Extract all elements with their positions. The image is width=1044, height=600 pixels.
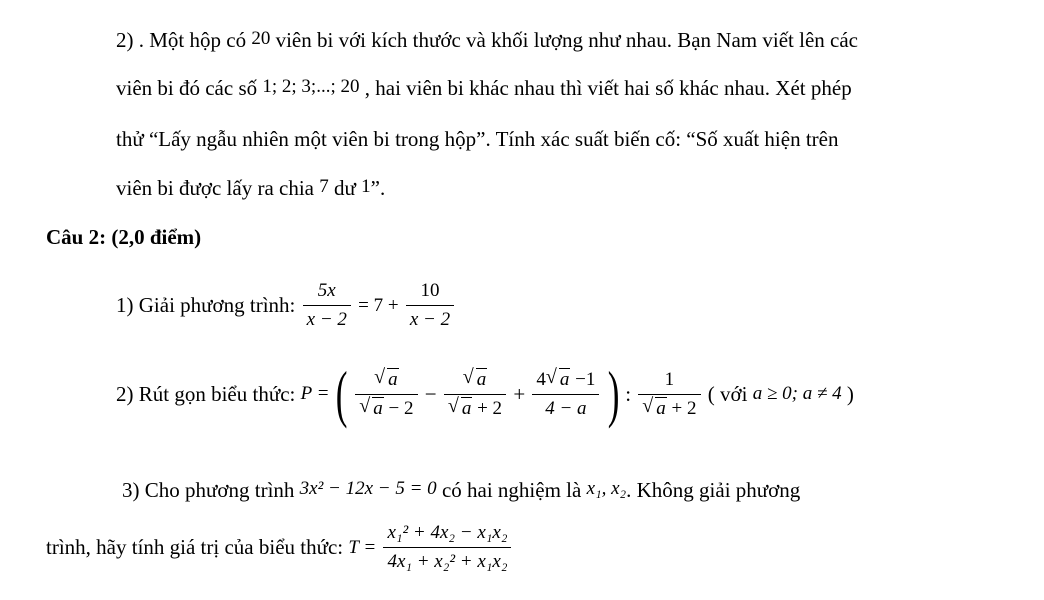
q2-p3-label: 3) Cho phương trình — [122, 478, 295, 502]
sqrt-icon: √ a — [447, 394, 472, 419]
q2-p3-T: T = — [348, 536, 377, 558]
q2-p2-t1-den-arg: a — [373, 397, 383, 419]
sqrt-icon: √ a — [545, 365, 570, 390]
q1-p2-text-e: viên bi được lấy ra chia — [116, 176, 314, 200]
q2-p2-term3 — [532, 365, 599, 421]
q1-p2-text-c: viên bi đó các số — [116, 76, 258, 100]
q1-p2-line2 — [116, 76, 852, 101]
q2-heading: Câu 2: (2,0 điểm) — [46, 225, 202, 249]
q2-p1-lhs-num: 5x — [303, 279, 351, 306]
q1-p2-text-a: 2) . Một hộp có — [116, 28, 247, 52]
q1-p2-text-b: viên bi với kích thước và khối lượng như nhau. Bạn Nam viết lên các — [275, 28, 858, 52]
q2-p1-rhs-fraction — [406, 279, 454, 332]
q2-p2-t4-den-tail: + 2 — [671, 397, 697, 419]
q2-p3-roots: x₁, x₂ — [586, 478, 627, 499]
q2-p1-lhs-den: x − 2 — [306, 309, 347, 330]
q2-p2-colon: : — [625, 381, 632, 406]
right-paren-icon: ) — [607, 358, 620, 429]
q2-p2 — [116, 358, 854, 429]
q2-p1 — [116, 279, 456, 332]
q1-p2-divisor: 7 — [319, 176, 329, 197]
q2-p2-term1 — [355, 365, 417, 421]
q2-p2-term4 — [638, 368, 700, 421]
q2-p1-rhs-den: x − 2 — [409, 309, 451, 330]
q2-p3-den: 4x₁ + x₂² + x₁x₂ — [387, 551, 508, 572]
q1-p2-total-balls: 20 — [251, 28, 271, 49]
q2-p2-t1-num: a — [388, 368, 398, 390]
q2-p2-t4-num: 1 — [638, 368, 700, 395]
q2-p2-cond-close: ) — [846, 381, 854, 406]
q2-p2-t4-den-arg: a — [656, 397, 666, 419]
q1-p2-line3: thử “Lấy ngẫu nhiên một viên bi trong hộp”. Tính xác suất biến cố: “Số xuất hiện trên — [116, 127, 839, 151]
q2-p1-label: 1) Giải phương trình: — [116, 293, 296, 317]
q1-p2-text-g: ”. — [370, 176, 386, 200]
q2-p2-t3-num-lead: 4 — [536, 368, 546, 390]
q2-p2-condition: a ≥ 0; a ≠ 4 — [752, 383, 842, 404]
q1-p2-sequence: 1; 2; 3;...; 20 — [262, 76, 360, 97]
q2-p3-num: x₁² + 4x₂ − x₁x₂ — [383, 521, 511, 548]
q2-p2-cond-open: ( với — [707, 381, 748, 406]
q2-p2-t3-den: 4 − a — [545, 397, 587, 419]
sqrt-icon: √ a — [642, 394, 666, 419]
q1-p2-remainder: 1 — [361, 176, 371, 197]
q1-p2-text-d: , hai viên bi khác nhau thì viết hai số khác nhau. Xét phép — [364, 76, 852, 100]
q1-p2-text-f: dư — [334, 176, 356, 200]
q2-p2-t3-num-tail: −1 — [575, 368, 596, 390]
sqrt-icon: √ a — [374, 365, 398, 390]
q1-p2-line1 — [116, 28, 858, 53]
q2-p2-P: P = — [300, 383, 330, 404]
q2-p2-t2-den-tail: + 2 — [477, 397, 503, 419]
q2-p2-plus: + — [513, 381, 526, 406]
q2-p1-rhs-num: 10 — [406, 279, 454, 306]
sqrt-icon: √ a — [359, 394, 383, 419]
q2-p3-equation: 3x² − 12x − 5 = 0 — [299, 478, 437, 499]
q2-p3-line2 — [46, 521, 513, 574]
q2-p2-minus: − — [424, 381, 437, 406]
q2-p3-line2-text: trình, hãy tính giá trị của biểu thức: — [46, 535, 344, 559]
q2-p1-lhs-fraction — [303, 279, 351, 332]
q2-p2-label: 2) Rút gọn biểu thức: — [116, 381, 296, 406]
q2-p2-t1-den-tail: − 2 — [388, 397, 414, 419]
q2-p1-mid: = 7 + — [358, 294, 399, 316]
q2-p3-tail: . Không giải phương — [626, 478, 801, 502]
q2-p3-fraction — [383, 521, 511, 574]
q2-p2-t2-num: a — [476, 368, 487, 390]
left-paren-icon: ( — [335, 358, 348, 429]
q2-p3-mid: có hai nghiệm là — [441, 478, 582, 502]
q1-p2-line4 — [116, 176, 385, 201]
q2-p3-line1 — [122, 478, 800, 503]
q2-p2-t3-num-arg: a — [559, 368, 570, 390]
q2-p2-t2-den-arg: a — [461, 397, 472, 419]
q2-p2-term2 — [444, 365, 506, 421]
sqrt-icon: √ a — [462, 365, 487, 390]
